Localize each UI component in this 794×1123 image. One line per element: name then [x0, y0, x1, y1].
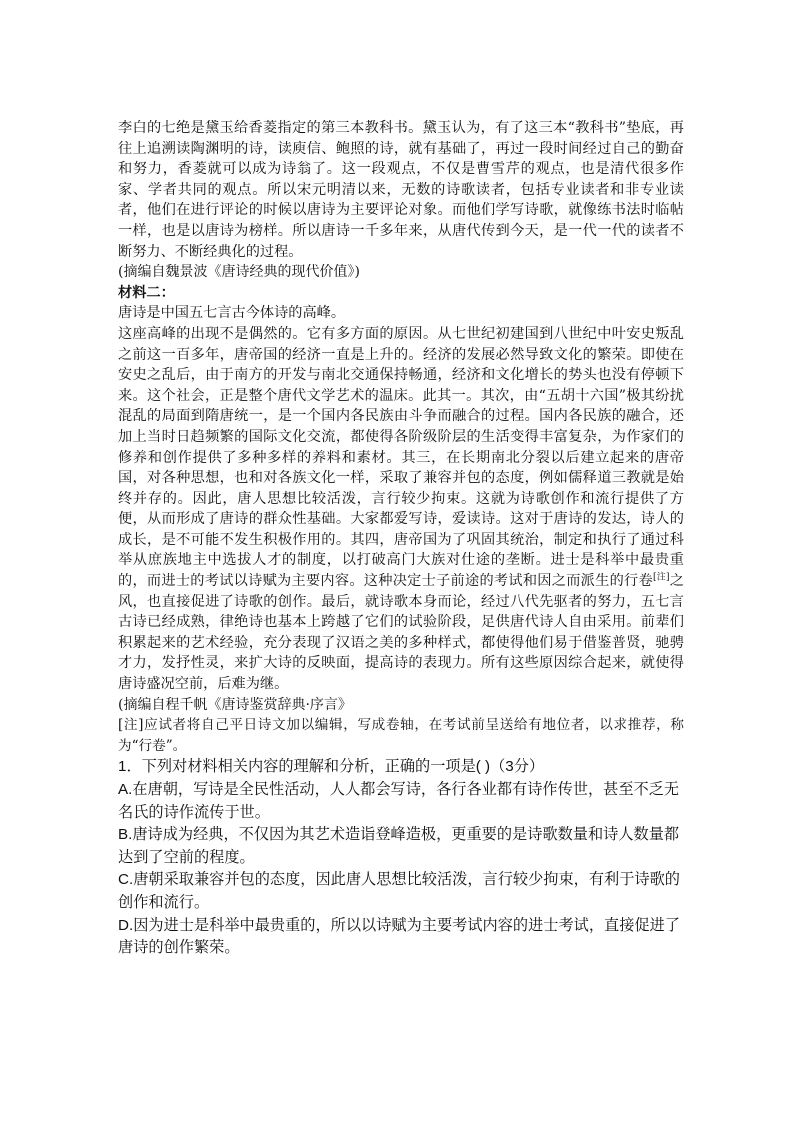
note-mark: [注]	[652, 572, 670, 583]
option-d: D.因为进士是科举中最贵重的，所以以诗赋为主要考试内容的进士考试，直接促进了唐诗的创作繁荣。	[118, 916, 680, 957]
document-page	[118, 118, 684, 960]
material2-body-part2: 之风，也直接促进了诗歌的创作。最后，就诗歌本身而论，经过八代先驱者的努力，五七言古诗已经成熟，律绝诗也基本上跨越了它们的试验阶段，足供唐代诗人自由采用。前辈们积累起来的艺术经验，充分表现了汉语之美的多种样式，都使得他们易于借鉴普贤，驰骋才力，发抒性灵，来扩大诗的反映面，提高诗的表现力。所有这些原因综合起来，就使得唐诗盛况空前，后难为继。	[118, 573, 684, 693]
question-1	[118, 756, 684, 959]
question-1-stem: 1．下列对材料相关内容的理解和分析，正确的一项是( )（3分）	[118, 758, 545, 776]
material1-source: (摘编自魏景波《唐诗经典的现代价值》)	[118, 264, 360, 281]
option-a: A.在唐朝，写诗是全民性活动，人人都会写诗，各行各业都有诗作传世，甚至不乏无名氏的诗作流传于世。	[118, 781, 680, 821]
option-c: C.唐朝采取兼容并包的态度，因此唐人思想比较活泼，言行较少拘束，有利于诗歌的创作和流行。	[118, 871, 680, 911]
material2-paragraph	[118, 324, 684, 695]
material2-note: [注]应试者将自己平日诗文加以编辑，写成卷轴，在考试前呈送给有地位者，以求推荐，称为“行卷”。	[118, 717, 684, 754]
material2-body-part1: 这座高峰的出现不是偶然的。它有多方面的原因。从七世纪初建国到八世纪中叶安史叛乱之前这一百多年，唐帝国的经济一直是上升的。经济的发展必然导致文化的繁荣。即使在安史之乱后，由于南方的开发与南北交通保持畅通，经济和文化增长的势头也没有停顿下来。这个社会，正是整个唐代文学艺术的温床。此其一。其次，由“五胡十六国”极其纷扰混乱的局面到隋唐统一，是一个国内各民族由斗争而融合的过程。国内各民族的融合，还加上当时日趋频繁的国际文化交流，都使得各阶级阶层的生活变得丰富复杂，为作家们的修养和创作提供了多种多样的养料和素材。其三，在长期南北分裂以后建立起来的唐帝国，对各种思想，也和对各族文化一样，采取了兼容并包的态度，例如儒释道三教就是始终并存的。因此，唐人思想比较活泼，言行较少拘束。这就为诗歌创作和流行提供了方便，从而形成了唐诗的群众性基础。大家都爱写诗，爱读诗。这对于唐诗的发达，诗人的成长，是不可能不发生积极作用的。其四，唐帝国为了巩固其统治，制定和执行了通过科举从庶族地主中选拔人才的制度，以打破高门大族对仕途的垄断。进士是科举中最贵重的，而进士的考试以诗赋为主要内容。这种决定士子前途的考试和因之而派生的行卷	[118, 325, 684, 590]
material2-line1: 唐诗是中国五七言古今体诗的高峰。	[118, 305, 346, 322]
material2-source: (摘编自程千帆《唐诗鉴赏辞典·序言》	[118, 696, 352, 713]
option-b: B.唐诗成为经典，不仅因为其艺术造诣登峰造极，更重要的是诗歌数量和诗人数量都达到了空前的程度。	[118, 826, 680, 866]
material2-heading: 材料二：	[118, 284, 175, 301]
material1-paragraph: 李白的七绝是黛玉给香菱指定的第三本教科书。黛玉认为，有了这三本“教科书”垫底，再往上追溯读陶渊明的诗，读庾信、鲍照的诗，就有基础了，再过一段时间经过自己的勤奋和努力，香菱就可以成为诗翁了。这一段观点，不仅是曹雪芹的观点，也是清代很多作家、学者共同的观点。所以宋元明清以来，无数的诗歌读者，包括专业读者和非专业读者，他们在进行评论的时候以唐诗为主要评论对象。而他们学写诗歌，就像练书法时临帖一样，也是以唐诗为榜样。所以唐诗一千多年来，从唐代传到今天，是一代一代的读者不断努力、不断经典化的过程。	[118, 120, 684, 260]
